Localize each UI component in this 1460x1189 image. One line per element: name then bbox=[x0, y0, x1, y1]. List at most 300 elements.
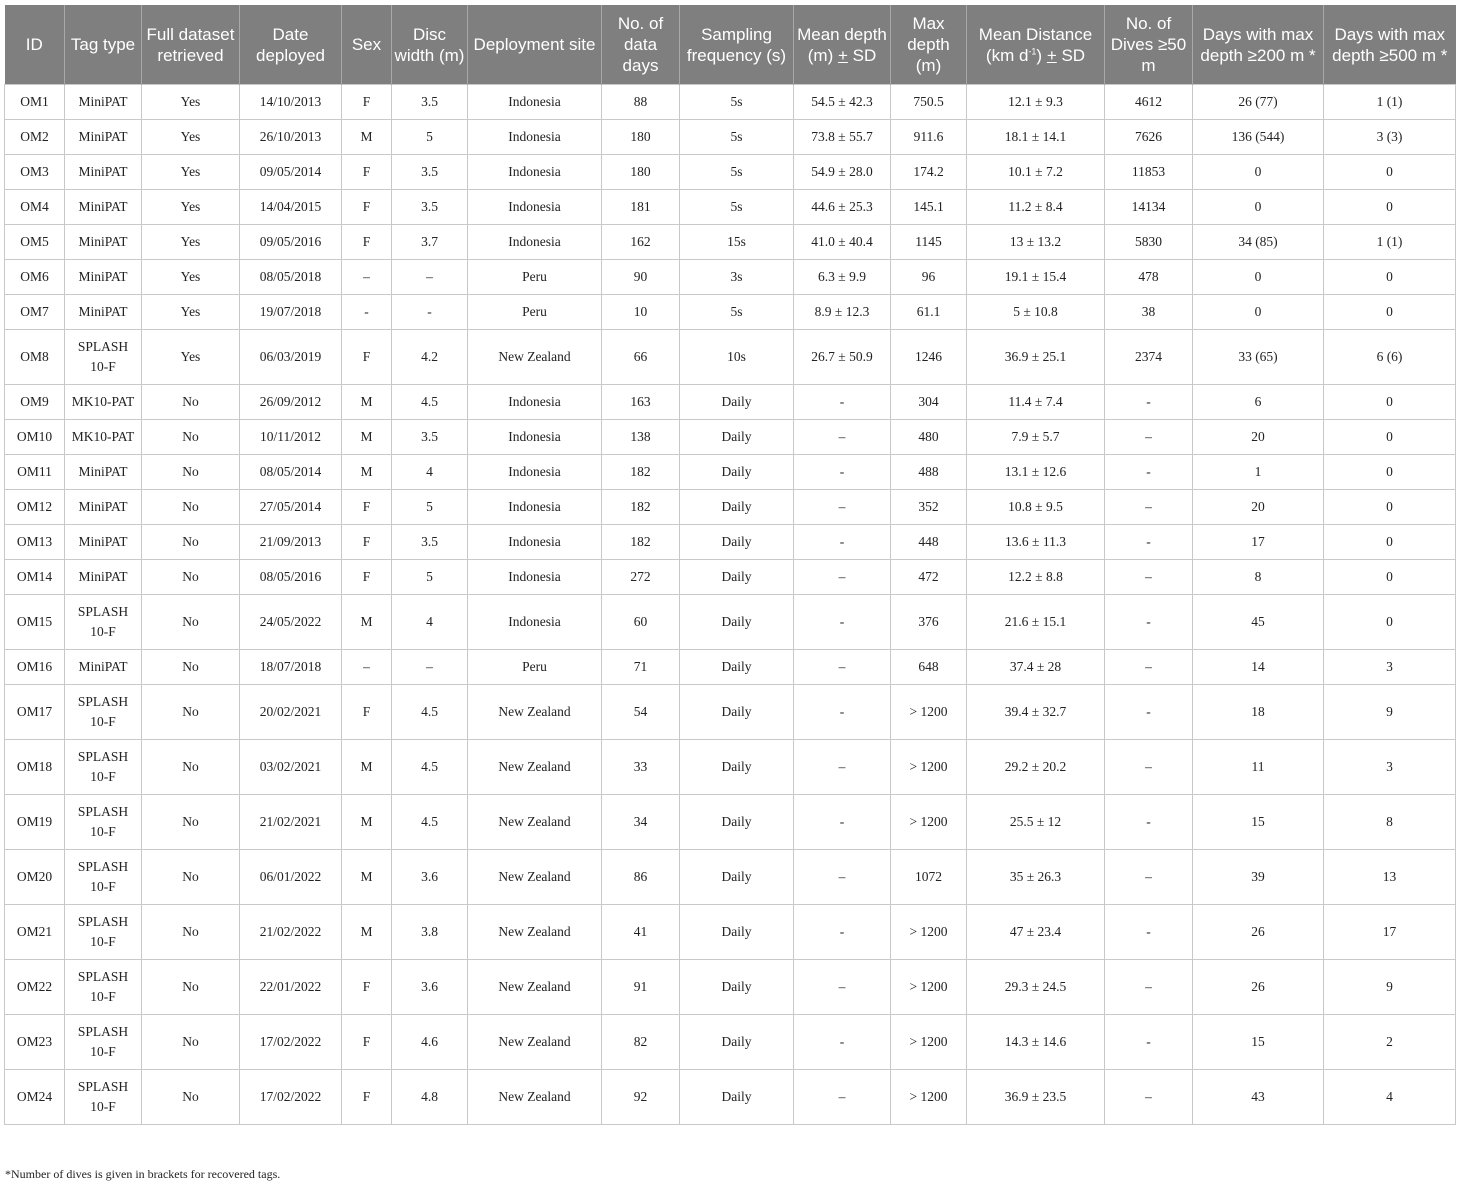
table-cell: 10/11/2012 bbox=[240, 420, 342, 455]
table-cell: 19/07/2018 bbox=[240, 295, 342, 330]
table-cell: MiniPAT bbox=[65, 155, 142, 190]
table-cell: - bbox=[1105, 385, 1193, 420]
table-cell: Daily bbox=[680, 905, 794, 960]
table-row bbox=[5, 260, 1456, 295]
table-cell: 17/02/2022 bbox=[240, 1070, 342, 1125]
table-cell: No bbox=[142, 960, 240, 1015]
table-cell: 4 bbox=[392, 595, 468, 650]
table-cell: 1 (1) bbox=[1324, 85, 1456, 120]
table-cell: 3.7 bbox=[392, 225, 468, 260]
table-cell: OM14 bbox=[5, 560, 65, 595]
table-cell: 36.9 ± 25.1 bbox=[967, 330, 1105, 385]
table-cell: - bbox=[1105, 1015, 1193, 1070]
table-header-row bbox=[5, 5, 1456, 85]
table-cell: SPLASH 10-F bbox=[65, 740, 142, 795]
table-cell: OM6 bbox=[5, 260, 65, 295]
table-cell: OM22 bbox=[5, 960, 65, 1015]
table-cell: 4.5 bbox=[392, 385, 468, 420]
table-cell: F bbox=[342, 85, 392, 120]
table-cell: 14/04/2015 bbox=[240, 190, 342, 225]
table-cell: 37.4 ± 28 bbox=[967, 650, 1105, 685]
table-cell: - bbox=[1105, 795, 1193, 850]
table-cell: 82 bbox=[602, 1015, 680, 1070]
table-cell: 0 bbox=[1324, 525, 1456, 560]
table-cell: > 1200 bbox=[891, 1070, 967, 1125]
table-cell: M bbox=[342, 385, 392, 420]
table-cell: 18 bbox=[1193, 685, 1324, 740]
table-cell: 3.5 bbox=[392, 420, 468, 455]
table-cell: M bbox=[342, 905, 392, 960]
table-cell: SPLASH 10-F bbox=[65, 960, 142, 1015]
table-cell: 26/10/2013 bbox=[240, 120, 342, 155]
table-cell: Yes bbox=[142, 260, 240, 295]
table-cell: No bbox=[142, 595, 240, 650]
table-cell: 17 bbox=[1324, 905, 1456, 960]
table-cell: 15s bbox=[680, 225, 794, 260]
table-cell: 08/05/2016 bbox=[240, 560, 342, 595]
table-cell: M bbox=[342, 795, 392, 850]
table-cell: 4 bbox=[392, 455, 468, 490]
table-cell: 41.0 ± 40.4 bbox=[794, 225, 891, 260]
table-cell: 18.1 ± 14.1 bbox=[967, 120, 1105, 155]
table-cell: Daily bbox=[680, 740, 794, 795]
table-cell: Indonesia bbox=[468, 420, 602, 455]
table-cell: 13.1 ± 12.6 bbox=[967, 455, 1105, 490]
table-cell: 21/02/2022 bbox=[240, 905, 342, 960]
table-cell: Peru bbox=[468, 650, 602, 685]
table-cell: New Zealand bbox=[468, 740, 602, 795]
table-cell: No bbox=[142, 905, 240, 960]
table-cell: – bbox=[1105, 560, 1193, 595]
table-cell: Indonesia bbox=[468, 385, 602, 420]
table-cell: 10.8 ± 9.5 bbox=[967, 490, 1105, 525]
table-cell: OM23 bbox=[5, 1015, 65, 1070]
table-cell: – bbox=[392, 650, 468, 685]
table-cell: Peru bbox=[468, 260, 602, 295]
table-cell: 35 ± 26.3 bbox=[967, 850, 1105, 905]
table-cell: Indonesia bbox=[468, 560, 602, 595]
table-cell: 09/05/2014 bbox=[240, 155, 342, 190]
table-cell: > 1200 bbox=[891, 1015, 967, 1070]
table-cell: F bbox=[342, 155, 392, 190]
table-cell: New Zealand bbox=[468, 685, 602, 740]
table-cell: 1072 bbox=[891, 850, 967, 905]
table-cell: 7.9 ± 5.7 bbox=[967, 420, 1105, 455]
table-cell: 10.1 ± 7.2 bbox=[967, 155, 1105, 190]
table-cell: 92 bbox=[602, 1070, 680, 1125]
table-cell: 60 bbox=[602, 595, 680, 650]
table-cell: No bbox=[142, 385, 240, 420]
table-cell: 2 bbox=[1324, 1015, 1456, 1070]
table-cell: Indonesia bbox=[468, 85, 602, 120]
table-cell: 174.2 bbox=[891, 155, 967, 190]
table-cell: Yes bbox=[142, 330, 240, 385]
table-cell: 181 bbox=[602, 190, 680, 225]
table-row bbox=[5, 905, 1456, 960]
table-cell: 08/05/2014 bbox=[240, 455, 342, 490]
table-cell: OM21 bbox=[5, 905, 65, 960]
table-cell: 0 bbox=[1324, 155, 1456, 190]
table-cell: 1246 bbox=[891, 330, 967, 385]
table-cell: 29.2 ± 20.2 bbox=[967, 740, 1105, 795]
table-cell: 4.5 bbox=[392, 740, 468, 795]
table-cell: 8 bbox=[1324, 795, 1456, 850]
header-sex: Sex bbox=[342, 5, 392, 85]
table-cell: 5 bbox=[392, 560, 468, 595]
table-cell: OM20 bbox=[5, 850, 65, 905]
table-cell: 43 bbox=[1193, 1070, 1324, 1125]
header-sampling-frequency: Sampling frequency (s) bbox=[680, 5, 794, 85]
table-cell: - bbox=[794, 595, 891, 650]
table-row bbox=[5, 795, 1456, 850]
table-cell: – bbox=[794, 490, 891, 525]
table-cell: 0 bbox=[1324, 420, 1456, 455]
table-cell: 1 (1) bbox=[1324, 225, 1456, 260]
table-cell: Daily bbox=[680, 850, 794, 905]
table-row bbox=[5, 420, 1456, 455]
table-cell: MiniPAT bbox=[65, 525, 142, 560]
table-cell: – bbox=[1105, 650, 1193, 685]
table-cell: 71 bbox=[602, 650, 680, 685]
table-cell: 182 bbox=[602, 455, 680, 490]
table-cell: 5 bbox=[392, 490, 468, 525]
table-cell: 86 bbox=[602, 850, 680, 905]
table-cell: Daily bbox=[680, 1015, 794, 1070]
table-cell: 1145 bbox=[891, 225, 967, 260]
table-cell: OM7 bbox=[5, 295, 65, 330]
table-cell: 21.6 ± 15.1 bbox=[967, 595, 1105, 650]
table-cell: 10 bbox=[602, 295, 680, 330]
table-cell: Peru bbox=[468, 295, 602, 330]
table-cell: MiniPAT bbox=[65, 260, 142, 295]
table-cell: New Zealand bbox=[468, 1070, 602, 1125]
table-footnote: *Number of dives is given in brackets for recovered tags. bbox=[5, 1167, 281, 1181]
table-cell: 163 bbox=[602, 385, 680, 420]
table-cell: 4.8 bbox=[392, 1070, 468, 1125]
table-cell: 17/02/2022 bbox=[240, 1015, 342, 1070]
table-cell: Indonesia bbox=[468, 455, 602, 490]
header-full-dataset: Full dataset retrieved bbox=[142, 5, 240, 85]
table-cell: 10s bbox=[680, 330, 794, 385]
table-cell: – bbox=[794, 420, 891, 455]
table-cell: 5s bbox=[680, 190, 794, 225]
table-cell: Yes bbox=[142, 225, 240, 260]
table-row bbox=[5, 190, 1456, 225]
table-cell: OM2 bbox=[5, 120, 65, 155]
table-cell: – bbox=[794, 560, 891, 595]
table-cell: 13 ± 13.2 bbox=[967, 225, 1105, 260]
table-cell: – bbox=[1105, 960, 1193, 1015]
table-cell: 304 bbox=[891, 385, 967, 420]
table-cell: 06/01/2022 bbox=[240, 850, 342, 905]
table-cell: SPLASH 10-F bbox=[65, 595, 142, 650]
table-cell: 376 bbox=[891, 595, 967, 650]
table-cell: 8 bbox=[1193, 560, 1324, 595]
table-row bbox=[5, 225, 1456, 260]
table-cell: 08/05/2018 bbox=[240, 260, 342, 295]
table-cell: Yes bbox=[142, 120, 240, 155]
table-cell: 182 bbox=[602, 490, 680, 525]
table-cell: Indonesia bbox=[468, 490, 602, 525]
table-cell: MiniPAT bbox=[65, 560, 142, 595]
table-cell: 145.1 bbox=[891, 190, 967, 225]
table-cell: 0 bbox=[1193, 260, 1324, 295]
table-cell: MiniPAT bbox=[65, 650, 142, 685]
table-cell: MK10-PAT bbox=[65, 385, 142, 420]
table-cell: SPLASH 10-F bbox=[65, 330, 142, 385]
table-cell: - bbox=[794, 795, 891, 850]
table-cell: 29.3 ± 24.5 bbox=[967, 960, 1105, 1015]
table-cell: 14134 bbox=[1105, 190, 1193, 225]
table-cell: 138 bbox=[602, 420, 680, 455]
table-cell: OM8 bbox=[5, 330, 65, 385]
table-cell: 33 (65) bbox=[1193, 330, 1324, 385]
table-cell: > 1200 bbox=[891, 740, 967, 795]
table-cell: – bbox=[794, 740, 891, 795]
table-row bbox=[5, 960, 1456, 1015]
table-cell: – bbox=[794, 650, 891, 685]
table-cell: Daily bbox=[680, 560, 794, 595]
table-cell: 0 bbox=[1193, 190, 1324, 225]
table-cell: 14/10/2013 bbox=[240, 85, 342, 120]
table-cell: SPLASH 10-F bbox=[65, 850, 142, 905]
table-cell: OM5 bbox=[5, 225, 65, 260]
table-cell: OM18 bbox=[5, 740, 65, 795]
table-cell: 54 bbox=[602, 685, 680, 740]
table-cell: SPLASH 10-F bbox=[65, 1070, 142, 1125]
table-cell: OM24 bbox=[5, 1070, 65, 1125]
table-cell: SPLASH 10-F bbox=[65, 795, 142, 850]
table-cell: 11 bbox=[1193, 740, 1324, 795]
table-cell: Indonesia bbox=[468, 155, 602, 190]
table-cell: OM1 bbox=[5, 85, 65, 120]
table-cell: 21/02/2021 bbox=[240, 795, 342, 850]
table-cell: No bbox=[142, 490, 240, 525]
table-cell: 4.6 bbox=[392, 1015, 468, 1070]
table-cell: 0 bbox=[1324, 295, 1456, 330]
table-cell: New Zealand bbox=[468, 795, 602, 850]
table-cell: F bbox=[342, 225, 392, 260]
table-cell: New Zealand bbox=[468, 960, 602, 1015]
table-cell: 488 bbox=[891, 455, 967, 490]
table-cell: 4.5 bbox=[392, 685, 468, 740]
header-days-500m: Days with max depth ≥500 m * bbox=[1324, 5, 1456, 85]
table-cell: 25.5 ± 12 bbox=[967, 795, 1105, 850]
table-cell: F bbox=[342, 330, 392, 385]
table-cell: 3.5 bbox=[392, 190, 468, 225]
table-cell: – bbox=[1105, 740, 1193, 795]
table-cell: – bbox=[794, 1070, 891, 1125]
table-cell: – bbox=[794, 850, 891, 905]
table-cell: 5s bbox=[680, 155, 794, 190]
table-cell: Yes bbox=[142, 155, 240, 190]
table-cell: 13 bbox=[1324, 850, 1456, 905]
table-cell: No bbox=[142, 740, 240, 795]
table-cell: New Zealand bbox=[468, 905, 602, 960]
table-cell: 352 bbox=[891, 490, 967, 525]
table-cell: 472 bbox=[891, 560, 967, 595]
header-days-200m: Days with max depth ≥200 m * bbox=[1193, 5, 1324, 85]
table-cell: F bbox=[342, 1015, 392, 1070]
table-cell: Daily bbox=[680, 1070, 794, 1125]
table-row bbox=[5, 685, 1456, 740]
table-cell: No bbox=[142, 850, 240, 905]
table-cell: 3.5 bbox=[392, 155, 468, 190]
table-cell: 3.5 bbox=[392, 85, 468, 120]
header-id: ID bbox=[5, 5, 65, 85]
table-cell: 09/05/2016 bbox=[240, 225, 342, 260]
table-cell: 3s bbox=[680, 260, 794, 295]
table-cell: 3.5 bbox=[392, 525, 468, 560]
table-cell: 0 bbox=[1193, 295, 1324, 330]
table-cell: Daily bbox=[680, 650, 794, 685]
table-row bbox=[5, 490, 1456, 525]
table-cell: 5s bbox=[680, 295, 794, 330]
table-cell: No bbox=[142, 455, 240, 490]
table-row bbox=[5, 740, 1456, 795]
table-cell: 18/07/2018 bbox=[240, 650, 342, 685]
table-cell: 750.5 bbox=[891, 85, 967, 120]
table-cell: No bbox=[142, 795, 240, 850]
table-row bbox=[5, 560, 1456, 595]
table-cell: 136 (544) bbox=[1193, 120, 1324, 155]
table-cell: OM10 bbox=[5, 420, 65, 455]
header-date-deployed: Date deployed bbox=[240, 5, 342, 85]
table-cell: F bbox=[342, 685, 392, 740]
table-row bbox=[5, 650, 1456, 685]
table-cell: 73.8 ± 55.7 bbox=[794, 120, 891, 155]
table-cell: 4612 bbox=[1105, 85, 1193, 120]
table-cell: – bbox=[392, 260, 468, 295]
table-cell: SPLASH 10-F bbox=[65, 1015, 142, 1070]
table-row bbox=[5, 595, 1456, 650]
table-cell: 480 bbox=[891, 420, 967, 455]
table-cell: 45 bbox=[1193, 595, 1324, 650]
table-cell: 0 bbox=[1324, 260, 1456, 295]
table-cell: 0 bbox=[1324, 560, 1456, 595]
table-cell: 3.6 bbox=[392, 960, 468, 1015]
table-cell: 11853 bbox=[1105, 155, 1193, 190]
table-cell: Indonesia bbox=[468, 525, 602, 560]
table-cell: 90 bbox=[602, 260, 680, 295]
table-cell: - bbox=[1105, 525, 1193, 560]
table-cell: - bbox=[794, 905, 891, 960]
table-cell: 21/09/2013 bbox=[240, 525, 342, 560]
table-cell: 15 bbox=[1193, 795, 1324, 850]
header-disc-width: Disc width (m) bbox=[392, 5, 468, 85]
table-cell: 0 bbox=[1193, 155, 1324, 190]
table-cell: 19.1 ± 15.4 bbox=[967, 260, 1105, 295]
table-cell: 272 bbox=[602, 560, 680, 595]
table-cell: MiniPAT bbox=[65, 120, 142, 155]
table-cell: OM16 bbox=[5, 650, 65, 685]
table-cell: 182 bbox=[602, 525, 680, 560]
table-cell: – bbox=[1105, 850, 1193, 905]
table-cell: - bbox=[1105, 685, 1193, 740]
table-cell: > 1200 bbox=[891, 960, 967, 1015]
table-cell: 88 bbox=[602, 85, 680, 120]
table-cell: 61.1 bbox=[891, 295, 967, 330]
table-cell: 44.6 ± 25.3 bbox=[794, 190, 891, 225]
table-cell: 3 (3) bbox=[1324, 120, 1456, 155]
table-cell: 4.2 bbox=[392, 330, 468, 385]
table-cell: - bbox=[794, 385, 891, 420]
table-cell: Daily bbox=[680, 490, 794, 525]
table-cell: 39 bbox=[1193, 850, 1324, 905]
table-cell: OM19 bbox=[5, 795, 65, 850]
table-cell: Daily bbox=[680, 420, 794, 455]
table-cell: Daily bbox=[680, 595, 794, 650]
table-cell: - bbox=[392, 295, 468, 330]
header-deployment-site: Deployment site bbox=[468, 5, 602, 85]
table-cell: 3.6 bbox=[392, 850, 468, 905]
table-cell: MiniPAT bbox=[65, 190, 142, 225]
table-cell: 9 bbox=[1324, 685, 1456, 740]
table-cell: 38 bbox=[1105, 295, 1193, 330]
table-cell: 0 bbox=[1324, 385, 1456, 420]
table-cell: 26.7 ± 50.9 bbox=[794, 330, 891, 385]
table-cell: 5s bbox=[680, 120, 794, 155]
table-cell: - bbox=[794, 1015, 891, 1070]
table-cell: 8.9 ± 12.3 bbox=[794, 295, 891, 330]
table-cell: M bbox=[342, 455, 392, 490]
table-cell: 24/05/2022 bbox=[240, 595, 342, 650]
table-cell: F bbox=[342, 190, 392, 225]
table-cell: 33 bbox=[602, 740, 680, 795]
table-cell: OM3 bbox=[5, 155, 65, 190]
table-cell: - bbox=[1105, 905, 1193, 960]
table-cell: 34 bbox=[602, 795, 680, 850]
table-cell: - bbox=[794, 525, 891, 560]
table-cell: > 1200 bbox=[891, 905, 967, 960]
table-cell: OM12 bbox=[5, 490, 65, 525]
table-cell: MK10-PAT bbox=[65, 420, 142, 455]
table-cell: 6 bbox=[1193, 385, 1324, 420]
table-cell: Indonesia bbox=[468, 120, 602, 155]
table-cell: No bbox=[142, 525, 240, 560]
table-cell: 47 ± 23.4 bbox=[967, 905, 1105, 960]
table-cell: – bbox=[342, 260, 392, 295]
table-cell: Yes bbox=[142, 85, 240, 120]
table-cell: 1 bbox=[1193, 455, 1324, 490]
table-cell: OM15 bbox=[5, 595, 65, 650]
table-cell: Indonesia bbox=[468, 190, 602, 225]
data-table-container bbox=[4, 5, 1455, 1125]
table-cell: No bbox=[142, 685, 240, 740]
table-cell: 12.1 ± 9.3 bbox=[967, 85, 1105, 120]
table-cell: 2374 bbox=[1105, 330, 1193, 385]
table-cell: OM17 bbox=[5, 685, 65, 740]
table-cell: Daily bbox=[680, 385, 794, 420]
table-cell: No bbox=[142, 650, 240, 685]
table-cell: 54.9 ± 28.0 bbox=[794, 155, 891, 190]
table-cell: 13.6 ± 11.3 bbox=[967, 525, 1105, 560]
table-cell: 26 bbox=[1193, 905, 1324, 960]
table-cell: 0 bbox=[1324, 595, 1456, 650]
table-cell: 96 bbox=[891, 260, 967, 295]
table-cell: 36.9 ± 23.5 bbox=[967, 1070, 1105, 1125]
table-cell: Daily bbox=[680, 455, 794, 490]
table-cell: SPLASH 10-F bbox=[65, 685, 142, 740]
table-cell: 54.5 ± 42.3 bbox=[794, 85, 891, 120]
table-row bbox=[5, 850, 1456, 905]
table-cell: SPLASH 10-F bbox=[65, 905, 142, 960]
table-cell: Daily bbox=[680, 525, 794, 560]
table-cell: 911.6 bbox=[891, 120, 967, 155]
table-cell: 3 bbox=[1324, 740, 1456, 795]
table-cell: M bbox=[342, 850, 392, 905]
table-cell: Indonesia bbox=[468, 225, 602, 260]
